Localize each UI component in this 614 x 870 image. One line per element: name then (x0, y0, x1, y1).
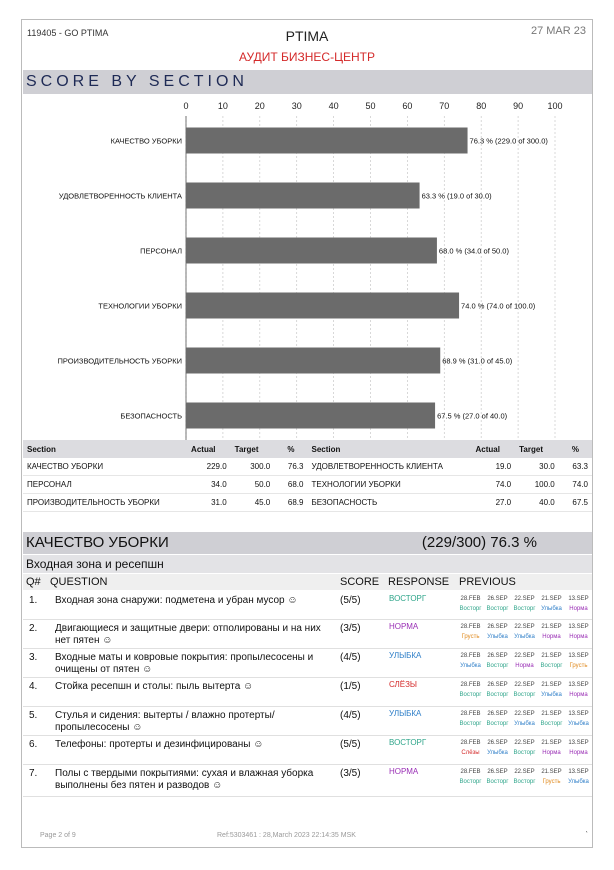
summary-cell: 31.0 (187, 494, 231, 512)
question-score: (5/5) (340, 595, 361, 606)
previous-response: Улыбка (514, 721, 535, 727)
summary-cell: 229.0 (187, 458, 231, 476)
previous-date: 28.FEB (460, 711, 481, 717)
previous-date: 26.SEP (487, 596, 508, 602)
summary-row (23, 494, 592, 512)
question-score: (3/5) (340, 623, 361, 634)
previous-date: 13.SEP (568, 653, 589, 659)
category-score: (229/300) 76.3 % (421, 534, 537, 551)
qhead-question: QUESTION (50, 576, 108, 588)
question-text: Входные маты и ковровые покрытия: пропылесосены и очищены от пятен ☺ (55, 652, 314, 675)
question-number: 7. (29, 768, 38, 779)
summary-cell: 100.0 (515, 476, 559, 494)
question-row (23, 591, 592, 620)
previous-response: Улыбка (568, 721, 589, 727)
bar (186, 128, 468, 154)
previous-date: 28.FEB (460, 769, 481, 775)
previous-response: Восторг (459, 721, 482, 727)
x-tick-label: 0 (183, 101, 189, 111)
previous-response: Восторг (486, 663, 509, 669)
previous-date: 22.SEP (514, 711, 535, 717)
summary-th: % (559, 440, 592, 458)
previous-response: Улыбка (460, 663, 481, 669)
previous-response: Грусть (542, 779, 561, 785)
chart-svg (22, 96, 594, 446)
previous-response: Грусть (461, 634, 480, 640)
question-score: (5/5) (340, 739, 361, 750)
question-row (23, 764, 592, 797)
previous-date: 21.SEP (541, 711, 562, 717)
summary-cell: 34.0 (187, 476, 231, 494)
previous-date: 13.SEP (568, 711, 589, 717)
question-text: Входная зона снаружи: подметена и убран мусор ☺ (55, 595, 298, 606)
previous-response: Норма (569, 606, 588, 612)
previous-response: Восторг (486, 721, 509, 727)
x-tick-label: 70 (439, 101, 450, 111)
previous-date: 26.SEP (487, 740, 508, 746)
question-score: (4/5) (340, 710, 361, 721)
bar-category-label: КАЧЕСТВО УБОРКИ (110, 136, 182, 146)
summary-cell: 74.0 (472, 476, 516, 494)
summary-cell: 19.0 (472, 458, 516, 476)
qhead-num: Q# (26, 576, 41, 588)
question-text: Стойка ресепшн и столы: пыль вытерта ☺ (55, 681, 254, 692)
previous-date: 21.SEP (541, 624, 562, 630)
summary-th: Target (231, 440, 275, 458)
bar (186, 238, 437, 264)
summary-cell: УДОВЛЕТВОРЕННОСТЬ КЛИЕНТА (307, 458, 471, 476)
category-header (23, 532, 592, 554)
question-response: УЛЫБКА (389, 709, 422, 718)
bar-category-label: ТЕХНОЛОГИИ УБОРКИ (98, 301, 182, 311)
previous-date: 21.SEP (541, 769, 562, 775)
previous-date: 13.SEP (568, 624, 589, 630)
summary-cell: 76.3 (274, 458, 307, 476)
previous-response: Восторг (486, 606, 509, 612)
previous-date: 26.SEP (487, 682, 508, 688)
summary-th: Section (23, 440, 187, 458)
previous-response: Норма (569, 692, 588, 698)
x-tick-label: 60 (402, 101, 413, 111)
previous-date: 26.SEP (487, 769, 508, 775)
previous-date: 13.SEP (568, 596, 589, 602)
question-text: Телефоны: протерты и дезинфицированы ☺ (55, 739, 264, 750)
bar (186, 293, 459, 319)
x-tick-label: 80 (476, 101, 487, 111)
question-number: 5. (29, 710, 38, 721)
question-response: УЛЫБКА (389, 651, 422, 660)
previous-date: 28.FEB (460, 653, 481, 659)
questions-header (23, 574, 592, 590)
summary-cell: 74.0 (559, 476, 592, 494)
summary-th: Target (515, 440, 559, 458)
x-tick-label: 40 (328, 101, 339, 111)
zone-header: Входная зона и ресепшн (23, 555, 592, 573)
previous-date: 13.SEP (568, 682, 589, 688)
summary-row (23, 458, 592, 476)
bar-category-label: БЕЗОПАСНОСТЬ (120, 411, 182, 421)
section-score-chart (22, 96, 594, 456)
question-score: (4/5) (340, 652, 361, 663)
bar-value-label: 68.9 % (31.0 of 45.0) (442, 356, 513, 366)
previous-response: Улыбка (541, 606, 562, 612)
question-number: 3. (29, 652, 38, 663)
footer-page: Page 2 of 9 (40, 832, 76, 839)
question-number: 4. (29, 681, 38, 692)
question-number: 2. (29, 623, 38, 634)
summary-cell: КАЧЕСТВО УБОРКИ (23, 458, 187, 476)
qhead-response: RESPONSE (388, 576, 450, 588)
x-tick-label: 20 (254, 101, 265, 111)
report-subtitle: АУДИТ БИЗНЕС-ЦЕНТР (239, 50, 375, 64)
summary-cell: 45.0 (231, 494, 275, 512)
report-page (21, 19, 593, 848)
x-tick-label: 90 (513, 101, 524, 111)
previous-response: Восторг (513, 606, 536, 612)
bar-value-label: 63.3 % (19.0 of 30.0) (421, 191, 492, 201)
summary-row (23, 476, 592, 494)
question-response: ВОСТОРГ (389, 738, 427, 747)
question-number: 1. (29, 595, 38, 606)
x-tick-label: 30 (291, 101, 302, 111)
question-response: ВОСТОРГ (389, 594, 427, 603)
question-row (23, 735, 592, 765)
summary-th: % (274, 440, 307, 458)
previous-response: Норма (569, 750, 588, 756)
bar-category-label: ПРОИЗВОДИТЕЛЬНОСТЬ УБОРКИ (57, 356, 182, 366)
summary-th: Actual (472, 440, 516, 458)
previous-date: 22.SEP (514, 624, 535, 630)
question-text: Полы с твердыми покрытиями: сухая и влажная уборка выполнены без пятен и разводов ☺ (55, 768, 314, 791)
previous-date: 21.SEP (541, 740, 562, 746)
previous-date: 28.FEB (460, 740, 481, 746)
bar-category-label: ПЕРСОНАЛ (140, 246, 182, 256)
question-response: НОРМА (389, 622, 419, 631)
previous-date: 28.FEB (460, 682, 481, 688)
previous-response: Улыбка (487, 634, 508, 640)
footer-ref: Ref:5303461 : 28,March 2023 22:14:35 MSK (217, 832, 356, 839)
previous-response: Восторг (540, 663, 563, 669)
summary-cell: 68.9 (274, 494, 307, 512)
previous-date: 22.SEP (514, 653, 535, 659)
previous-response: Слёзы (461, 750, 480, 756)
question-score: (3/5) (340, 768, 361, 779)
previous-response: Грусть (569, 663, 588, 669)
previous-response: Восторг (513, 750, 536, 756)
question-score: (1/5) (340, 681, 361, 692)
bar-value-label: 68.0 % (34.0 of 50.0) (438, 246, 509, 256)
bar-value-label: 74.0 % (74.0 of 100.0) (461, 301, 536, 311)
previous-response: Восторг (459, 606, 482, 612)
bar-value-label: 76.3 % (229.0 of 300.0) (469, 136, 548, 146)
summary-cell: 67.5 (559, 494, 592, 512)
bar (186, 348, 440, 374)
report-id: 119405 - GO PTIMA (27, 28, 109, 38)
previous-response: Норма (515, 663, 534, 669)
question-response: СЛЁЗЫ (389, 680, 418, 689)
previous-response: Улыбка (487, 750, 508, 756)
previous-response: Норма (569, 634, 588, 640)
previous-date: 21.SEP (541, 653, 562, 659)
summary-cell: 40.0 (515, 494, 559, 512)
question-row (23, 648, 592, 678)
summary-cell: 50.0 (231, 476, 275, 494)
bar (186, 403, 435, 429)
bar (186, 183, 420, 209)
previous-date: 26.SEP (487, 624, 508, 630)
summary-cell: 27.0 (472, 494, 516, 512)
x-tick-label: 50 (365, 101, 376, 111)
previous-date: 22.SEP (514, 769, 535, 775)
summary-cell: ПРОИЗВОДИТЕЛЬНОСТЬ УБОРКИ (23, 494, 187, 512)
previous-response: Восторг (513, 779, 536, 785)
previous-date: 26.SEP (487, 653, 508, 659)
summary-cell: 68.0 (274, 476, 307, 494)
previous-response: Улыбка (541, 692, 562, 698)
question-row (23, 619, 592, 649)
previous-date: 22.SEP (514, 682, 535, 688)
previous-date: 13.SEP (568, 740, 589, 746)
qhead-previous: PREVIOUS (459, 576, 516, 588)
previous-date: 13.SEP (568, 769, 589, 775)
question-response: НОРМА (389, 767, 419, 776)
summary-table (23, 440, 592, 512)
score-by-section-title: SCORE BY SECTION (23, 70, 592, 94)
previous-response: Восторг (459, 779, 482, 785)
previous-response: Норма (542, 750, 561, 756)
question-row (23, 677, 592, 707)
previous-response: Норма (542, 634, 561, 640)
previous-response: Улыбка (514, 634, 535, 640)
previous-date: 22.SEP (514, 740, 535, 746)
report-title: PTIMA (285, 28, 329, 44)
question-text: Двигающиеся и защитные двери: отполированы и на них нет пятен ☺ (55, 623, 321, 646)
previous-response: Восторг (513, 692, 536, 698)
previous-response: Восторг (486, 692, 509, 698)
question-row (23, 706, 592, 736)
question-number: 6. (29, 739, 38, 750)
question-text: Стулья и сидения: вытерты / влажно протерты/ пропылесосены ☺ (55, 710, 275, 733)
previous-date: 21.SEP (541, 682, 562, 688)
previous-date: 28.FEB (460, 624, 481, 630)
qhead-score: SCORE (340, 576, 380, 588)
summary-cell: БЕЗОПАСНОСТЬ (307, 494, 471, 512)
summary-header-row (23, 440, 592, 458)
previous-date: 21.SEP (541, 596, 562, 602)
previous-response: Восторг (486, 779, 509, 785)
x-tick-label: 100 (547, 101, 563, 111)
summary-cell: ПЕРСОНАЛ (23, 476, 187, 494)
previous-date: 22.SEP (514, 596, 535, 602)
previous-date: 28.FEB (460, 596, 481, 602)
previous-response: Улыбка (568, 779, 589, 785)
previous-response: Восторг (540, 721, 563, 727)
bar-category-label: УДОВЛЕТВОРЕННОСТЬ КЛИЕНТА (58, 191, 182, 201)
previous-response: Восторг (459, 692, 482, 698)
summary-th: Actual (187, 440, 231, 458)
bar-value-label: 67.5 % (27.0 of 40.0) (437, 411, 508, 421)
summary-cell: 30.0 (515, 458, 559, 476)
previous-date: 26.SEP (487, 711, 508, 717)
category-name: КАЧЕСТВО УБОРКИ (26, 534, 169, 551)
summary-cell: ТЕХНОЛОГИИ УБОРКИ (307, 476, 471, 494)
summary-cell: 300.0 (231, 458, 275, 476)
x-tick-label: 10 (217, 101, 228, 111)
summary-cell: 63.3 (559, 458, 592, 476)
report-date: 27 MAR 23 (530, 25, 586, 37)
summary-th: Section (307, 440, 471, 458)
